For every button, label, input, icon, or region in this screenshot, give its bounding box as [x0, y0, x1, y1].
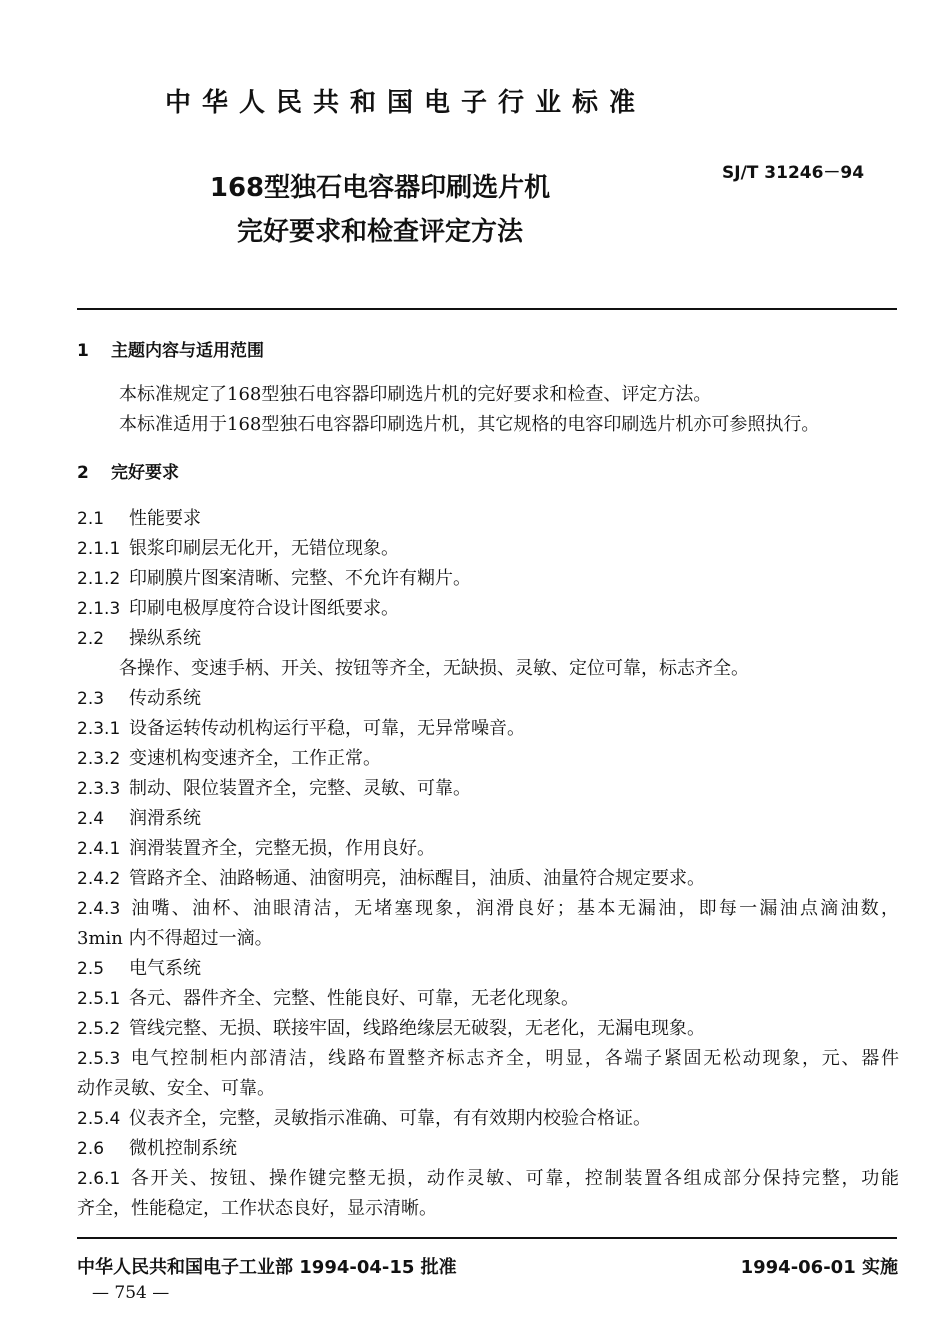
section-1-heading	[77, 336, 264, 361]
clause-text: 润滑系统	[129, 808, 201, 829]
clause-number: 2.3.3	[77, 779, 121, 799]
clause-continuation: 动作灵敏、安全、可靠。	[77, 1078, 275, 1099]
top-divider	[77, 308, 897, 310]
clause-text: 操纵系统	[129, 628, 201, 649]
clause-item	[77, 564, 471, 590]
clause-text: 制动、限位装置齐全，完整、灵敏、可靠。	[129, 778, 471, 799]
clause-number: 2.6	[77, 1139, 105, 1159]
section-1-paragraph-2: 本标准适用于168型独石电容器印刷选片机，其它规格的电容印刷选片机亦可参照执行。	[119, 414, 820, 435]
clause-number: 2.1.1	[77, 539, 121, 559]
clause-text: 变速机构变速齐全，工作正常。	[129, 748, 381, 769]
clause-number: 2.1	[77, 509, 105, 529]
clause-number: 2.5.1	[77, 989, 121, 1009]
clause-number: 2.5.2	[77, 1019, 121, 1039]
section-title: 主题内容与适用范围	[111, 341, 264, 361]
section-2-heading	[77, 458, 179, 483]
clause-continuation: 3min 内不得超过一滴。	[77, 928, 273, 949]
clause-text: 各元、器件齐全、完整、性能良好、可靠，无老化现象。	[129, 988, 579, 1009]
clause-number: 2.2	[77, 629, 105, 649]
clause-number: 2.3.1	[77, 719, 121, 739]
clause-text: 性能要求	[129, 508, 201, 529]
section-title: 完好要求	[111, 463, 179, 483]
clause-text: 微机控制系统	[129, 1138, 237, 1159]
standard-code: SJ/T 31246－94	[722, 163, 865, 183]
clause-continuation: 齐全，性能稳定，工作状态良好，显示清晰。	[77, 1198, 437, 1219]
section-number: 2	[77, 463, 89, 483]
clause-number: 2.5.4	[77, 1109, 121, 1129]
clause-item	[77, 834, 435, 860]
clause-text: 银浆印刷层无化开，无错位现象。	[129, 538, 399, 559]
bottom-divider	[77, 1237, 897, 1239]
clause-number: 2.5.3	[77, 1049, 121, 1069]
clause-item	[77, 504, 201, 530]
clause-item	[77, 534, 399, 560]
clause-item	[77, 1134, 237, 1160]
clause-item	[77, 1164, 899, 1190]
clause-item	[77, 984, 579, 1010]
approval-note: 中华人民共和国电子工业部 1994-04-15 批准	[77, 1257, 457, 1278]
clause-text: 电气控制柜内部清洁，线路布置整齐标志齐全，明显，各端子紧固无松动现象，元、器件	[129, 1048, 899, 1069]
clause-item	[77, 624, 201, 650]
clause-paragraph: 各操作、变速手柄、开关、按钮等齐全，无缺损、灵敏、定位可靠，标志齐全。	[119, 658, 749, 679]
standard-organization-title: 中华人民共和国电子行业标准	[165, 88, 647, 118]
implementation-date: 1994-06-01 实施	[740, 1257, 898, 1278]
clause-number: 2.6.1	[77, 1169, 121, 1189]
clause-item	[77, 774, 471, 800]
clause-item	[77, 804, 201, 830]
document-title	[0, 166, 760, 254]
clause-number: 2.1.2	[77, 569, 121, 589]
title-line-2: 完好要求和检查评定方法	[236, 217, 523, 247]
clause-item	[77, 1044, 899, 1070]
clause-item	[77, 1014, 705, 1040]
clause-text: 仪表齐全，完整，灵敏指示准确、可靠，有有效期内校验合格证。	[129, 1108, 651, 1129]
clause-number: 2.5	[77, 959, 105, 979]
page-number: — 754 —	[92, 1283, 170, 1303]
section-number: 1	[77, 341, 89, 361]
clause-text: 传动系统	[129, 688, 201, 709]
clause-number: 2.4.1	[77, 839, 121, 859]
clause-text: 各开关、按钮、操作键完整无损，动作灵敏、可靠，控制装置各组成部分保持完整，功能	[129, 1168, 899, 1189]
clause-item	[77, 684, 201, 710]
clause-item	[77, 714, 525, 740]
clause-text: 管线完整、无损、联接牢固，线路绝缘层无破裂，无老化，无漏电现象。	[129, 1018, 705, 1039]
clause-item	[77, 894, 899, 920]
clause-text: 油嘴、油杯、油眼清洁，无堵塞现象，润滑良好；基本无漏油，即每一漏油点滴油数，	[129, 898, 899, 919]
clause-item	[77, 594, 399, 620]
clause-item	[77, 744, 381, 770]
clause-number: 2.3.2	[77, 749, 121, 769]
title-line-1: 168型独石电容器印刷选片机	[209, 173, 551, 203]
clause-text: 润滑装置齐全，完整无损，作用良好。	[129, 838, 435, 859]
clause-text: 设备运转传动机构运行平稳，可靠，无异常噪音。	[129, 718, 525, 739]
clause-item	[77, 864, 705, 890]
clause-text: 印刷电极厚度符合设计图纸要求。	[129, 598, 399, 619]
clause-number: 2.4.2	[77, 869, 121, 889]
clause-number: 2.4	[77, 809, 105, 829]
clause-number: 2.4.3	[77, 899, 121, 919]
clause-number: 2.3	[77, 689, 105, 709]
clause-item	[77, 954, 201, 980]
section-1-paragraph-1: 本标准规定了168型独石电容器印刷选片机的完好要求和检查、评定方法。	[119, 384, 712, 405]
clause-item	[77, 1104, 651, 1130]
clause-number: 2.1.3	[77, 599, 121, 619]
clause-text: 印刷膜片图案清晰、完整、不允许有糊片。	[129, 568, 471, 589]
clause-text: 管路齐全、油路畅通、油窗明亮，油标醒目，油质、油量符合规定要求。	[129, 868, 705, 889]
clause-text: 电气系统	[129, 958, 201, 979]
